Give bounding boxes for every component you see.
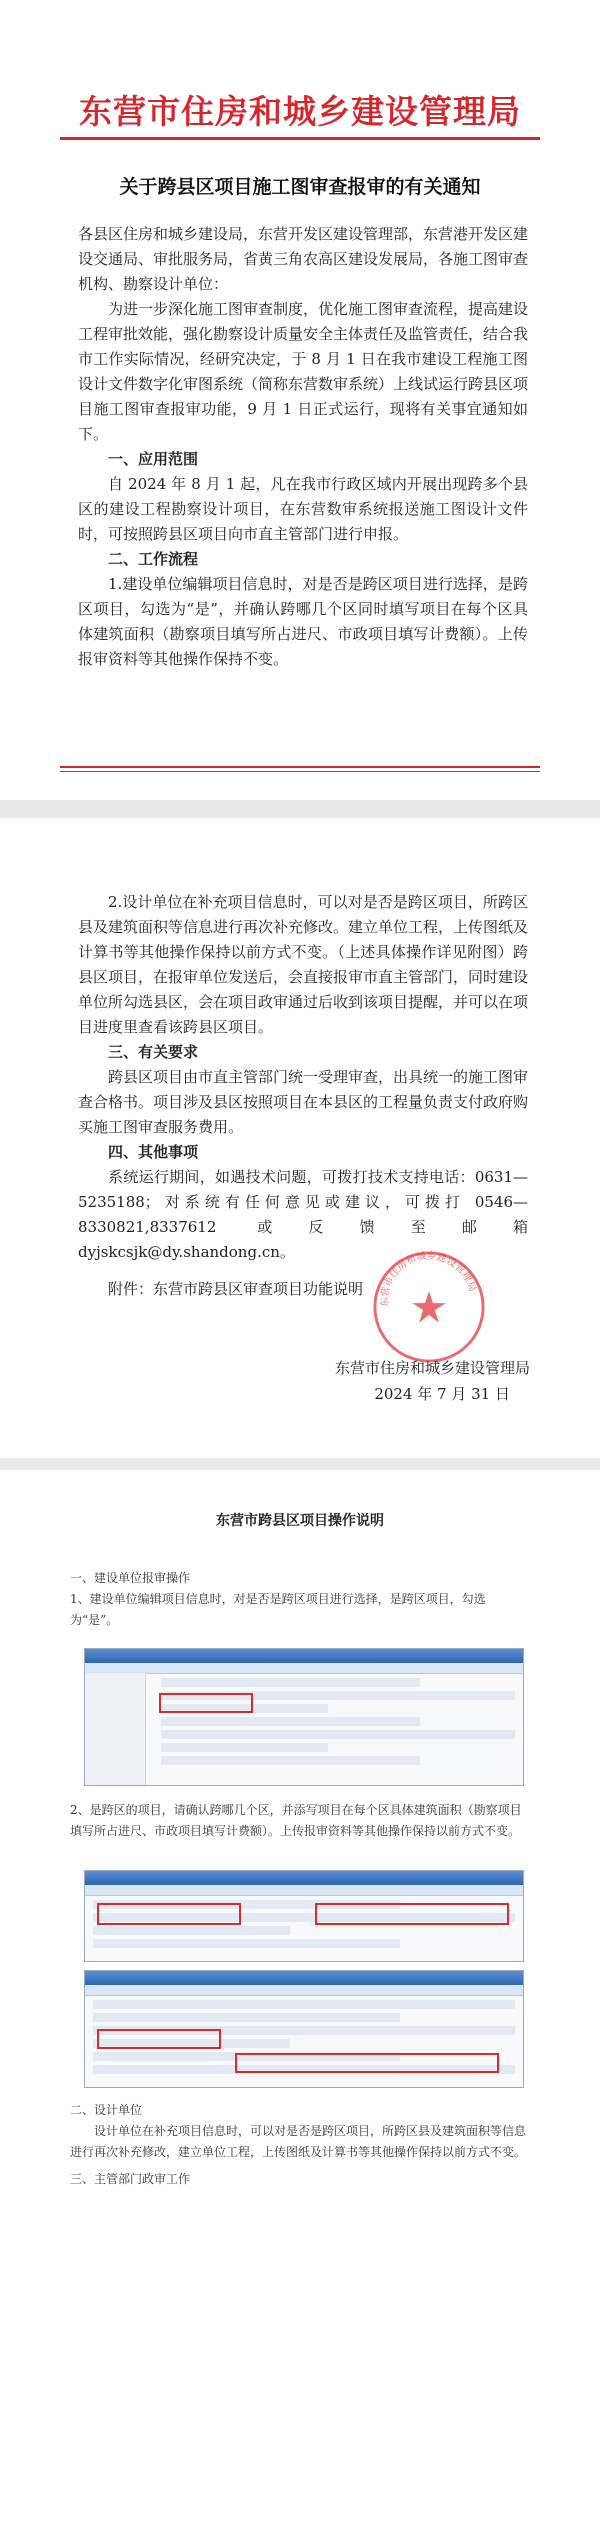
section-2-heading: 二、工作流程 xyxy=(108,550,199,568)
intro-paragraph: 为进一步深化施工图审查制度，优化施工图审查流程，提高建设工程审批效能，强化勘察设计质量安全主体责任及监管责任，结合我市工作实际情况，经研究决定，于 8 月 1 日在我市建设工程施工图设计文件数字化审图系统（简称东营数审系统）上线试运行跨县区项目施工图审查报审功能，9 月 1 日正式运行，现将有关事宜通知如下。 xyxy=(78,300,529,443)
attachment-title: 东营市跨县区项目操作说明 xyxy=(216,1513,384,1529)
notice-body-continued xyxy=(78,890,528,1302)
attachment-part-2 xyxy=(70,2100,530,2190)
notice-page-1 xyxy=(0,0,600,800)
page-1-bottom-rule-thin xyxy=(60,771,540,772)
section-2-item-2: 2.设计单位在补充项目信息时，可以对是否是跨区项目，所跨区县及建筑面积等信息进行再次补充修改。建立单位工程，上传图纸及计算书等其他操作保持以前方式不变。（上述具体操作详见附图）跨县区项目，在报审单位发送后，会直接报审市直主管部门，同时建设单位所勾选县区，会在项目政审通过后收到该项目提醒，并可以在项目进度里查看该跨县区项目。 xyxy=(78,893,529,1036)
section-4-heading: 四、其他事项 xyxy=(108,1143,199,1161)
svg-text:东营市住房和城乡建设管理局: 东营市住房和城乡建设管理局 xyxy=(379,1250,478,1308)
attachment-part-1 xyxy=(70,1568,530,1631)
official-seal-icon xyxy=(370,1248,488,1366)
section-3-text: 跨县区项目由市直主管部门统一受理审查，出具统一的施工图审查合格书。项目涉及县区按照项目在本县区的工程量负责支付政府购买施工图审查服务费用。 xyxy=(78,1068,529,1136)
section-1-text: 自 2024 年 8 月 1 起，凡在我市行政区域内开展出现跨多个县区的建设工程勘察设计项目，在东营数审系统报送施工图设计文件时，可按照跨县区项目向市直主管部门进行申报。 xyxy=(78,475,528,543)
section-3-heading: 三、有关要求 xyxy=(108,1043,199,1061)
section-2-item-1: 1.建设单位编辑项目信息时，对是否是跨区项目进行选择，是跨区项目，勾选为“是”，并确认跨哪几个区同时填写项目在每个区具体建筑面积（勘察项目填写所占进尺、市政项目填写计费额）。上传报审资料等其他操作保持不变。 xyxy=(78,575,528,668)
section-1-heading: 一、应用范围 xyxy=(108,450,199,468)
section-4-text: 系统运行期间，如遇技术问题，可拨打技术支持电话：0631—5235188；对系统有任何意见或建议，可拨打 0546—8330821,8337612 或反馈至邮箱 dyjskcsjk@dy.shandong.cn。 xyxy=(78,1168,528,1261)
part-2-text: 设计单位在补充项目信息时，可以对是否是跨区项目，所跨区县及建筑面积等信息进行再次补充修改，建立单位工程，上传图纸及计算书等其他操作保持以前方式不变。 xyxy=(70,2124,527,2159)
part-1-step-2: 2、是跨区的项目，请确认跨哪几个区，并添写项目在每个区具体建筑面积（勘察项目填写所占进尺、市政项目填写计费额）。上传报审资料等其他操作保持以前方式不变。 xyxy=(70,1803,522,1838)
attachment-part-1-step-2 xyxy=(70,1800,530,1842)
page-1-bottom-rule xyxy=(60,766,540,768)
screenshot-project-info xyxy=(84,1648,524,1786)
part-1-heading: 一、建设单位报审操作 xyxy=(70,1571,191,1585)
notice-page-2 xyxy=(0,818,600,1458)
signature-date: 2024 年 7 月 31 日 xyxy=(374,1385,510,1403)
part-3-heading: 三、主管部门政审工作 xyxy=(70,2172,191,2186)
part-1-step-1: 1、建设单位编辑项目信息时，对是否是跨区项目进行选择，是跨区项目，勾选为“是”。 xyxy=(70,1592,486,1627)
notice-body xyxy=(78,222,528,672)
part-2-heading: 二、设计单位 xyxy=(70,2103,143,2117)
screenshot-cross-district-2 xyxy=(84,1970,524,2088)
signature-org: 东营市住房和城乡建设管理局 xyxy=(334,1359,530,1377)
screenshot-cross-district-1 xyxy=(84,1870,524,1962)
signature-block xyxy=(270,1355,530,1407)
attachment-page xyxy=(0,1470,600,2522)
recipients: 各县区住房和城乡建设局，东营开发区建设管理部，东营港开发区建设交通局、审批服务局，省黄三角农高区建设发展局，各施工图审查机构、勘察设计单位： xyxy=(78,225,529,293)
letterhead-divider xyxy=(60,137,540,140)
letterhead: 东营市住房和城乡建设管理局 xyxy=(79,92,521,131)
attachment-line: 附件：东营市跨县区审查项目功能说明 xyxy=(108,1280,364,1298)
document-title: 关于跨县区项目施工图审查报审的有关通知 xyxy=(119,176,481,198)
